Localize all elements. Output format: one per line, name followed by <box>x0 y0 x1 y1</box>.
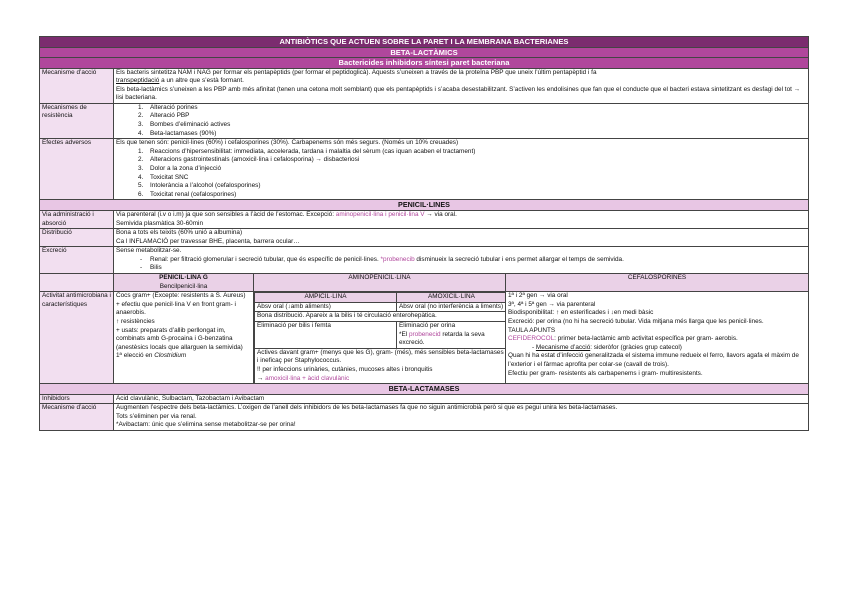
adversos-text <box>114 139 809 200</box>
document-sheet <box>39 36 808 431</box>
list-item: 1. Alteració porines <box>138 103 198 111</box>
row-label-mecanisme-2: Mecanisme d’acció <box>40 404 114 431</box>
row-label-resistencia: Mecanismes de resistència <box>40 103 114 138</box>
inhibidors-text: Àcid clavulànic, Sulbactam, Tazobactam i Avibactam <box>114 394 809 404</box>
text-line: Els bacteris sintetitza NAM i NAG per formar els pentapèptids (per formar el peptidoglicà). Aquests s’uneixen a través de la proteïna PBP que uneix l’últim pentapèptid i fa <box>116 68 597 76</box>
excrecio-text <box>114 247 809 274</box>
text-span: a un altre que s’està formant. <box>159 77 244 85</box>
list-item: 1. Reaccions d’hipersensibilitat: immediata, accelerada, tardana i malaltia del sèrum (cas iquan acaben el tractament) <box>138 147 476 155</box>
shared-distribution: Bona distribució. Apareix a la bilis i té circulació enterohepàtica. <box>255 312 506 322</box>
list-item: - Bilis <box>116 264 806 273</box>
text-line: ↑ resistències <box>116 318 155 326</box>
text-line: !! per infeccions urinàries, cutànies, mucoses altes i bronquitis <box>257 366 433 373</box>
row-excrecio <box>40 247 809 274</box>
text-line: Bona a tots els teixits (60% unió a albumina) <box>116 229 243 237</box>
highlight-text: CEFIDEROCOL <box>508 335 555 343</box>
underlined-term: Mecanisme d’acció <box>535 343 591 351</box>
section-subtitle: Bactericides inhibidors síntesi paret bacteriana <box>40 58 809 69</box>
text-line: TAULA APUNTS <box>508 326 556 334</box>
list-item: 5. Intolerància a l’alcohol (cefalosporines) <box>138 182 261 190</box>
text-line <box>116 77 806 86</box>
aminopenicilina-subtable <box>254 292 506 383</box>
row-resistencia <box>40 103 809 138</box>
row-label-activitat: Activitat antimicrobiana i característiques <box>40 292 114 384</box>
cefalosporines-cell <box>506 292 809 384</box>
text-line: + efectiu que penicil·lina V en front gram- i anaerobis. <box>116 300 236 317</box>
betalactamases-header-row <box>40 384 809 395</box>
row-via <box>40 210 809 228</box>
col-header-ampicilina: AMPICIL·LINA <box>255 293 397 303</box>
row-label-distribucio: Distribució <box>40 229 114 247</box>
amoxicilina-absorption: Absv oral (no interferència a liments) <box>397 302 506 312</box>
section-header-betalactamases: BETA-LACTAMASES <box>40 384 809 395</box>
list-item: 4. Toxicitat SNC <box>138 173 189 181</box>
highlight-text: probenecid <box>408 330 441 338</box>
text-line: Biodisponibilitat: ↑ en esterificades i ↓en medi bàsic <box>508 309 654 317</box>
underlined-term: transpeptidació <box>116 77 160 85</box>
antibiotics-table <box>39 36 809 431</box>
text-line: Efectiu per gram- resistents als carbapenems i gram- multiresistents. <box>508 369 703 377</box>
text-line: 1ª elecció en Clostridium <box>116 352 187 360</box>
resistencia-list <box>114 103 809 138</box>
highlight-text: aminopenicil·lina i penicil·lina V <box>335 210 425 218</box>
list-item: 2. Alteracions gastrointestinals (amoxicil·lina i cefalosporina) → disbacteriosi <box>138 156 360 164</box>
list-item: 3. Dolor a la zona d’injecció <box>138 165 222 173</box>
text-line: Semivida plasmàtica 30-60min <box>116 219 204 227</box>
beta-sub-row <box>40 58 809 69</box>
col-title: PENICIL·LINA G <box>159 274 208 282</box>
row-inhibidors <box>40 394 809 404</box>
text-line: 3ª, 4ª i 5ª gen → via parenteral <box>508 300 596 308</box>
row-label-mecanisme: Mecanisme d’acció <box>40 68 114 103</box>
row-mecanisme <box>40 68 809 103</box>
row-label-adversos: Efectes adversos <box>40 139 114 200</box>
penicilinag-cell <box>114 292 254 384</box>
list-item: 6. Toxicitat renal (cefalosporines) <box>138 190 237 198</box>
text-line: Tots s’eliminen per via renal. <box>116 412 197 420</box>
text-line: Cocs gram+ (Excepte: resistents a S. Aureus) <box>116 292 246 300</box>
text-line: 1ª i 2ª gen → via oral <box>508 292 568 300</box>
row-activitat <box>40 292 809 384</box>
mecanisme-2-text <box>114 404 809 431</box>
beta-header-row <box>40 47 809 58</box>
row-mecanisme-2 <box>40 404 809 431</box>
row-distribucio <box>40 229 809 247</box>
text-line: → amoxicil·lina + àcid clavulànic <box>257 374 350 382</box>
text-line: Actives davant gram+ (menys que les G), gram- (més), més sensibles beta-lactamases i ineficaç per Staphylococcus. <box>257 348 504 365</box>
section-header-penicil: PENICIL·LINES <box>40 200 809 211</box>
italic-term: Clostridium <box>154 352 187 360</box>
text-line: Excreció: per orina (no hi ha secreció tubular. Vida mitjana més llarga que les penicil·lines. <box>508 318 764 326</box>
list-item: 4. Beta-lactamases (90%) <box>138 129 217 137</box>
row-label-inhibidors: Inhibidors <box>40 394 114 404</box>
ampicilina-absorption: Absv oral (↓amb aliments) <box>255 302 397 312</box>
text-line: Augmenten l’espectre dels beta-lactàmics. L’oxigen de l’anell dels inhibidors de les beta-lactamases fa que no siguin antimicrobià però si que es pegui unira les beta-lactamases. <box>116 404 618 412</box>
col-header-aminopenicilina: AMINOPENICIL·LINA <box>254 274 506 292</box>
ampicilina-elimination: Eliminació per bilis i femta <box>255 322 397 349</box>
highlight-text: amoxicil·lina + àcid clavulànic <box>265 374 350 382</box>
columns-header-row <box>40 274 809 292</box>
text-line: + usats: preparats d’allib perllongat im, combinats amb G-procaina i G-benzatina (anestèsics locals que allarguen la semivida) <box>116 326 243 351</box>
highlight-text: *probenecib <box>380 255 415 263</box>
col-header-penicilinag <box>114 274 254 292</box>
text-line: Ca l INFLAMACIÓ per travessar BHE, placenta, barrera ocular… <box>116 237 300 245</box>
empty-label-cell <box>40 274 114 292</box>
col-header-amoxicilina: AMOXICIL·LINA <box>397 293 506 303</box>
aminopenicilina-cell <box>254 292 506 384</box>
col-header-cefalosporines: CEFALOSPORINES <box>506 274 809 292</box>
amoxicilina-elimination <box>397 322 506 349</box>
text-line: - Mecanisme d’acció: sideròfor (gràcies grup catecol) <box>532 343 682 351</box>
text-line: Via parenteral (i.v o i.m) ja que son sensibles a l’àcid de l’estomac. Excepció: aminopenicil·lina i penicil·lina V → via oral. <box>116 210 457 218</box>
title-row <box>40 37 809 48</box>
list-item: - Renal: per filtració glomerular i secreció tubular, que és específic de penicil·lines. *probenecib disminueix la secreció tubular i ens permet allargar el temps de semivida. <box>116 256 806 265</box>
text-line: *El probenecid retarda la seva excreció. <box>399 330 485 347</box>
page-title: ANTIBIÒTICS QUE ACTUEN SOBRE LA PARET I LA MEMBRANA BACTERIANES <box>40 37 809 48</box>
text-line: Sense metabolitzar-se. <box>116 247 182 255</box>
row-label-excrecio: Excreció <box>40 247 114 274</box>
text-line: CEFIDEROCOL: primer beta-lactàmic amb activitat específica per gram- aerobis. <box>508 335 738 343</box>
row-label-via: Via administració i absorció <box>40 210 114 228</box>
distribucio-text <box>114 229 809 247</box>
section-header-betalactamics: BETA-LACTÀMICS <box>40 47 809 58</box>
text-line: Eliminació per orina <box>399 322 456 330</box>
via-text <box>114 210 809 228</box>
text-line: *Avibactam: únic que s’elimina sense metabolitzar-se per orina! <box>116 421 296 429</box>
list-item: 3. Bombes d’eliminació actives <box>138 121 231 129</box>
list-item: 2. Alteració PBP <box>138 112 190 120</box>
text-line: Els beta-lactàmics s’uneixen a les PBP amb més afinitat (tenen una cetona molt semblant) que els pentapèptids i s’acaba desestabilitzant. S’activen les endolisines que fan que el conducte que el bacteri estava sintetitzant es desfagi del tot → lisi bacteriana. <box>116 85 801 102</box>
row-adversos <box>40 139 809 200</box>
aminopenicilina-activity <box>255 348 506 383</box>
col-subtitle: Bencilpenicil·lina <box>159 282 208 290</box>
penicil-header-row <box>40 200 809 211</box>
text-line: Els que tenen són: penicil·lines (60%) i cefalosporines (30%). Carbapenems són més segurs. (Només un 10% creuades) <box>116 139 459 147</box>
mecanisme-text <box>114 68 809 103</box>
text-line: Quan hi ha estat d’infecció generalitzada el sistema immune redueix el ferro, llavors agafa el màxim de l’exterior i el fàrmac aprofita per colar-se (cavall de trois). <box>508 352 799 368</box>
